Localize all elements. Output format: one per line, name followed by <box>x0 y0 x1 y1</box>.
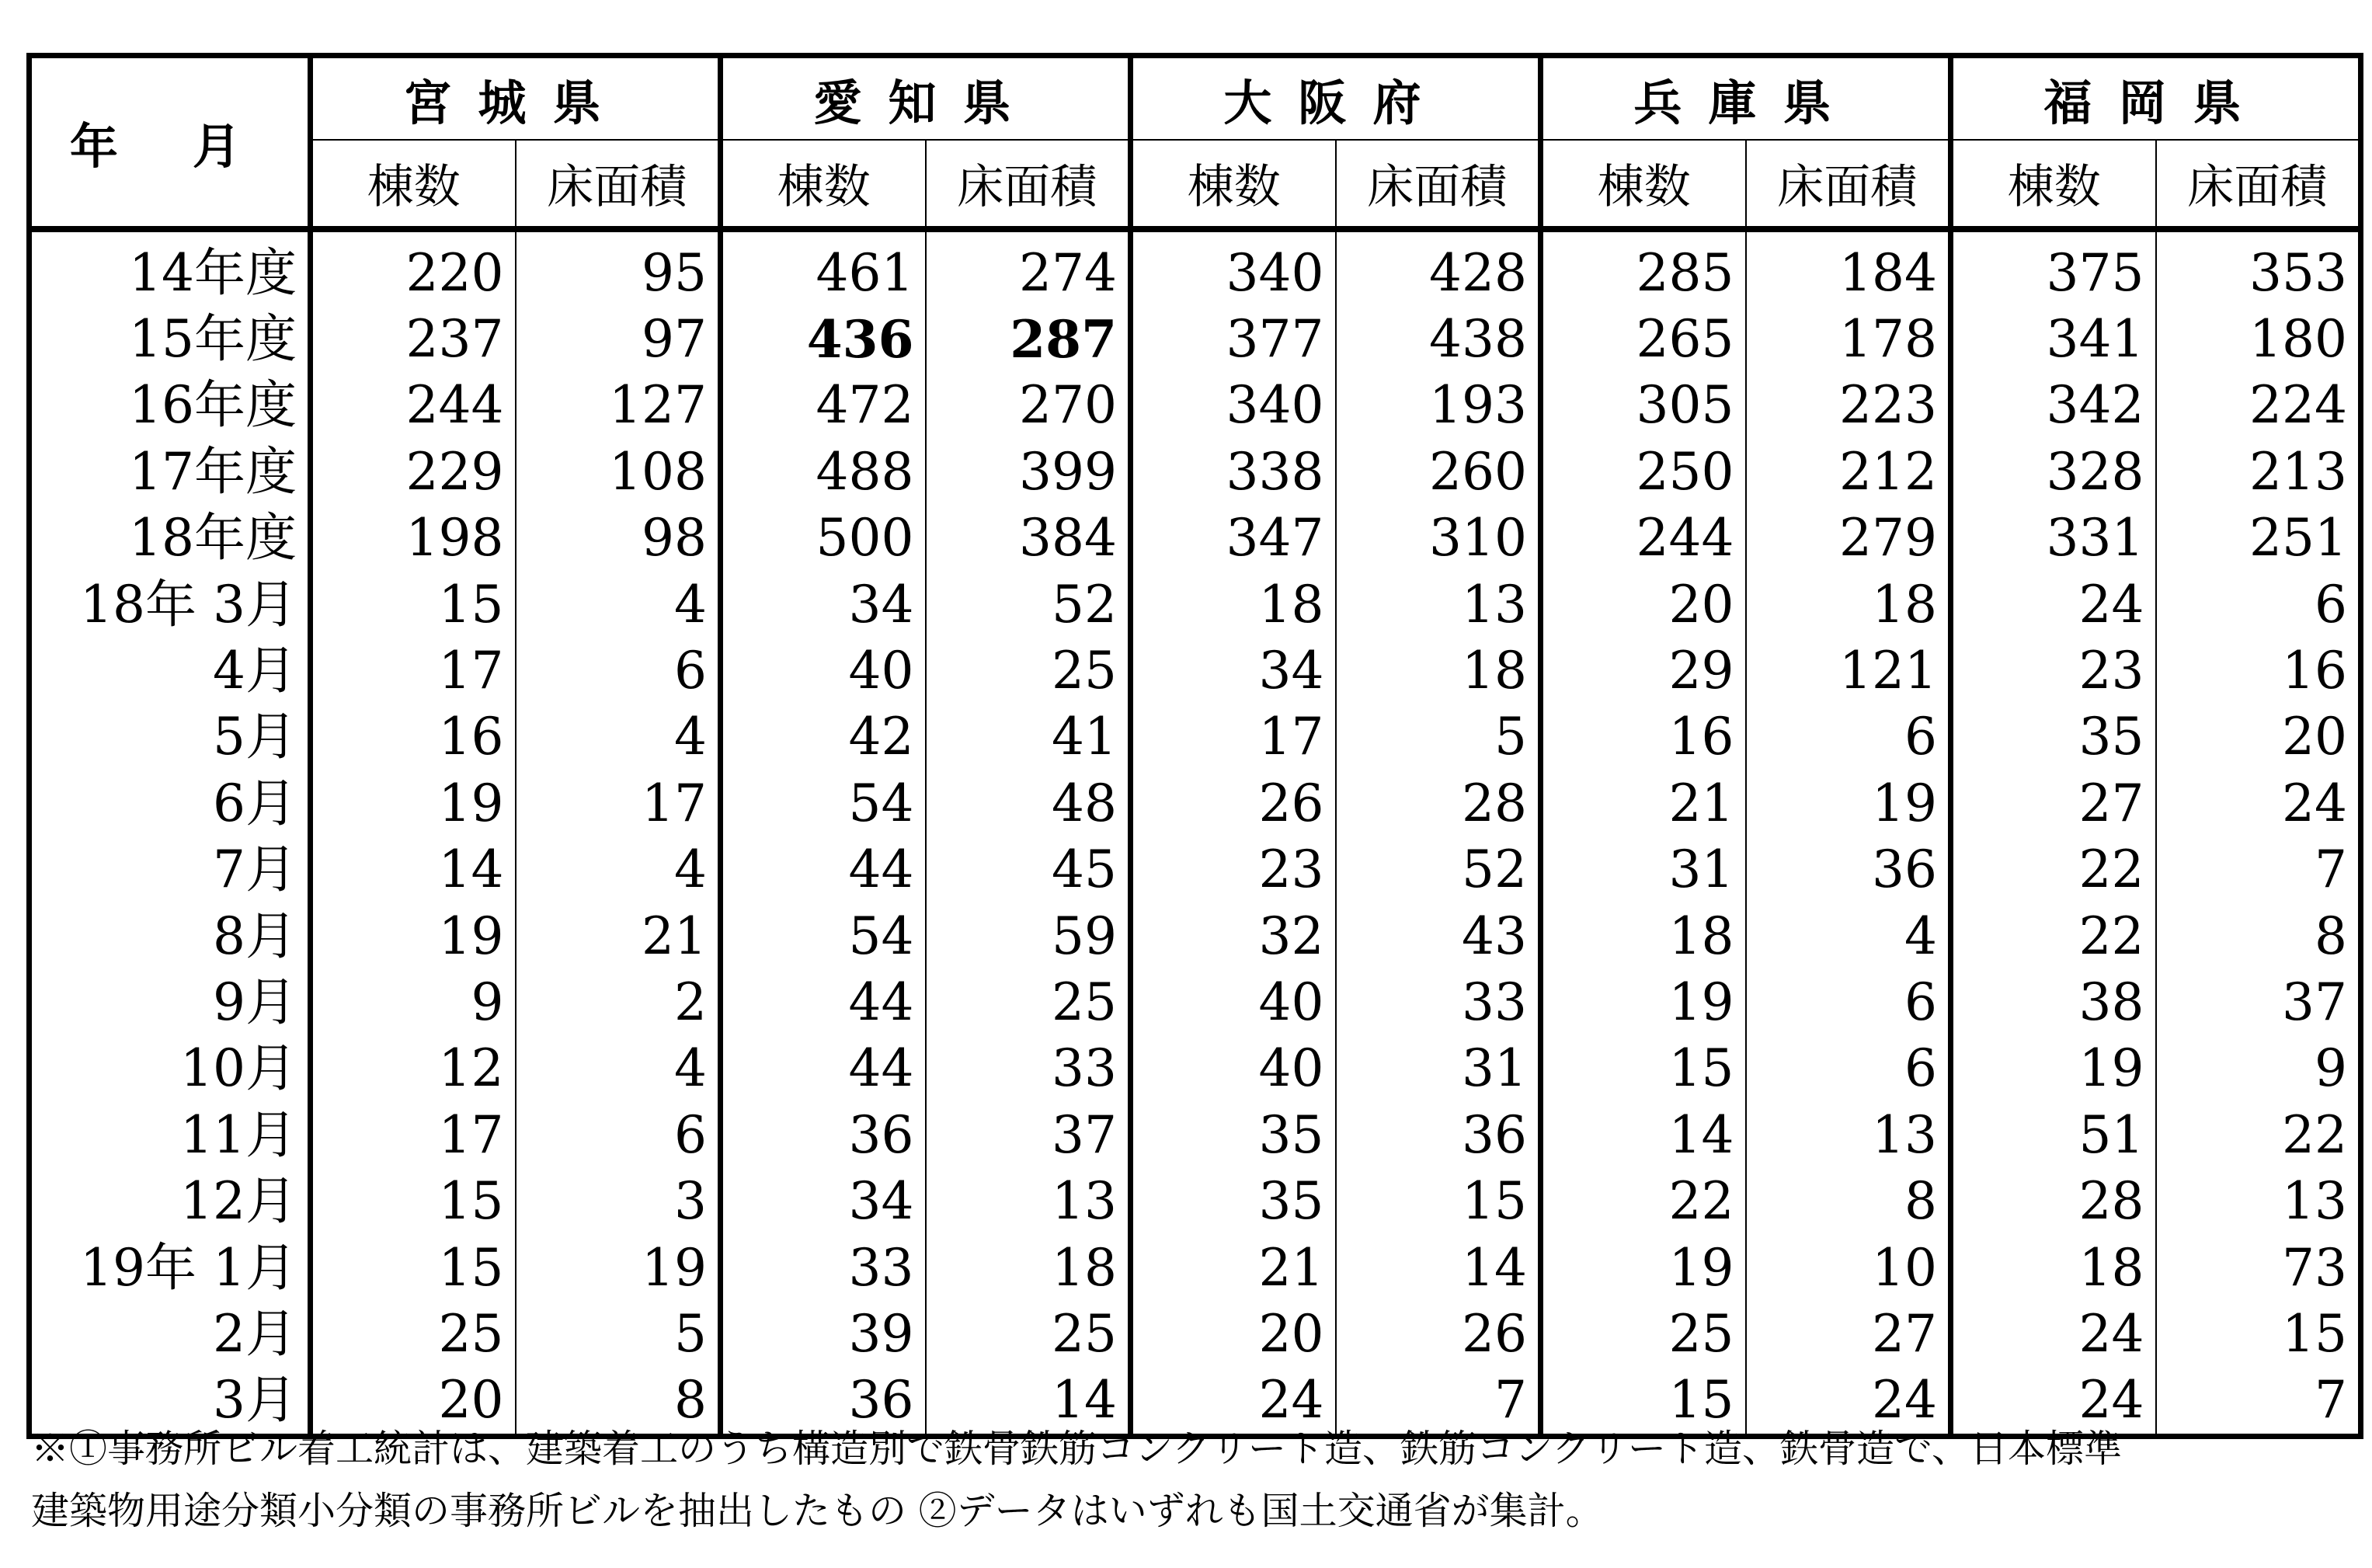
table-row <box>30 229 2361 306</box>
cell-floor-area: 18 <box>1746 572 1951 638</box>
cell-count: 24 <box>1951 572 2156 638</box>
cell-count: 25 <box>311 1301 516 1367</box>
cell-count: 340 <box>1131 373 1336 439</box>
cell-count: 26 <box>1131 770 1336 836</box>
cell-floor-area: 36 <box>1336 1102 1541 1168</box>
cell-count: 44 <box>721 1036 926 1102</box>
cell-floor-area: 25 <box>926 638 1131 704</box>
cell-count: 19 <box>1541 969 1746 1035</box>
cell-floor-area: 25 <box>926 1301 1131 1367</box>
cell-count: 20 <box>1541 572 1746 638</box>
row-label: 18年 3月 <box>30 572 311 638</box>
cell-count: 461 <box>721 229 926 306</box>
row-label: 8月 <box>30 903 311 969</box>
cell-count: 237 <box>311 306 516 372</box>
prefecture-header-row <box>30 56 2361 141</box>
cell-count: 17 <box>311 638 516 704</box>
cell-floor-area: 6 <box>2156 572 2361 638</box>
cell-floor-area: 6 <box>516 1102 721 1168</box>
cell-count: 42 <box>721 704 926 770</box>
cell-floor-area: 7 <box>1336 1368 1541 1437</box>
cell-count: 23 <box>1951 638 2156 704</box>
cell-count: 34 <box>721 572 926 638</box>
cell-count: 265 <box>1541 306 1746 372</box>
cell-count: 21 <box>1131 1235 1336 1301</box>
cell-count: 500 <box>721 506 926 572</box>
cell-floor-area: 16 <box>2156 638 2361 704</box>
cell-count: 22 <box>1951 837 2156 903</box>
cell-floor-area: 178 <box>1746 306 1951 372</box>
cell-count: 14 <box>311 837 516 903</box>
sub-header-count: 棟数 <box>1541 140 1746 229</box>
cell-floor-area: 4 <box>516 572 721 638</box>
cell-count: 18 <box>1951 1235 2156 1301</box>
row-label: 10月 <box>30 1036 311 1102</box>
row-label: 9月 <box>30 969 311 1035</box>
year-month-header: 年 月 <box>30 56 311 230</box>
cell-floor-area: 8 <box>2156 903 2361 969</box>
cell-floor-area: 14 <box>926 1368 1131 1437</box>
cell-count: 244 <box>311 373 516 439</box>
cell-count: 244 <box>1541 506 1746 572</box>
cell-count: 39 <box>721 1301 926 1367</box>
cell-floor-area: 224 <box>2156 373 2361 439</box>
cell-count: 36 <box>721 1102 926 1168</box>
cell-floor-area: 8 <box>1746 1168 1951 1234</box>
cell-floor-area: 97 <box>516 306 721 372</box>
row-label: 6月 <box>30 770 311 836</box>
table-row <box>30 1235 2361 1301</box>
cell-count: 51 <box>1951 1102 2156 1168</box>
cell-floor-area: 45 <box>926 837 1131 903</box>
table-row <box>30 1036 2361 1102</box>
cell-count: 35 <box>1131 1168 1336 1234</box>
cell-floor-area: 13 <box>1336 572 1541 638</box>
cell-count: 377 <box>1131 306 1336 372</box>
cell-count: 23 <box>1131 837 1336 903</box>
cell-count: 54 <box>721 770 926 836</box>
cell-count: 342 <box>1951 373 2156 439</box>
cell-count: 19 <box>311 903 516 969</box>
cell-floor-area: 438 <box>1336 306 1541 372</box>
cell-floor-area: 260 <box>1336 439 1541 505</box>
cell-floor-area: 43 <box>1336 903 1541 969</box>
cell-floor-area: 15 <box>2156 1301 2361 1367</box>
cell-floor-area: 270 <box>926 373 1131 439</box>
cell-floor-area: 13 <box>1746 1102 1951 1168</box>
cell-count: 19 <box>1951 1036 2156 1102</box>
cell-floor-area: 98 <box>516 506 721 572</box>
cell-count: 54 <box>721 903 926 969</box>
cell-count: 375 <box>1951 229 2156 306</box>
cell-floor-area: 428 <box>1336 229 1541 306</box>
cell-floor-area: 14 <box>1336 1235 1541 1301</box>
cell-floor-area: 213 <box>2156 439 2361 505</box>
cell-floor-area: 20 <box>2156 704 2361 770</box>
cell-floor-area: 4 <box>1746 903 1951 969</box>
cell-count: 35 <box>1951 704 2156 770</box>
cell-count: 22 <box>1951 903 2156 969</box>
cell-floor-area: 274 <box>926 229 1131 306</box>
table-row <box>30 837 2361 903</box>
cell-floor-area: 6 <box>516 638 721 704</box>
cell-floor-area: 184 <box>1746 229 1951 306</box>
cell-count: 25 <box>1541 1301 1746 1367</box>
cell-floor-area: 41 <box>926 704 1131 770</box>
table-row <box>30 1301 2361 1367</box>
cell-floor-area: 24 <box>2156 770 2361 836</box>
row-label: 18年度 <box>30 506 311 572</box>
cell-floor-area: 15 <box>1336 1168 1541 1234</box>
cell-floor-area: 31 <box>1336 1036 1541 1102</box>
cell-floor-area: 193 <box>1336 373 1541 439</box>
sub-header-floor-area: 床面積 <box>516 140 721 229</box>
cell-floor-area: 27 <box>1746 1301 1951 1367</box>
sub-header-floor-area: 床面積 <box>2156 140 2361 229</box>
cell-floor-area: 5 <box>1336 704 1541 770</box>
cell-floor-area: 310 <box>1336 506 1541 572</box>
cell-count: 15 <box>311 1235 516 1301</box>
row-label: 11月 <box>30 1102 311 1168</box>
cell-count: 341 <box>1951 306 2156 372</box>
sub-header-count: 棟数 <box>721 140 926 229</box>
table-row <box>30 306 2361 372</box>
cell-floor-area: 4 <box>516 1036 721 1102</box>
prefecture-header-hyogo: 兵庫県 <box>1541 56 1951 141</box>
cell-floor-area: 36 <box>1746 837 1951 903</box>
cell-count: 34 <box>721 1168 926 1234</box>
table-body <box>30 229 2361 1437</box>
cell-count: 40 <box>1131 1036 1336 1102</box>
cell-count: 16 <box>311 704 516 770</box>
cell-floor-area: 6 <box>1746 969 1951 1035</box>
cell-floor-area: 4 <box>516 704 721 770</box>
table-row <box>30 969 2361 1035</box>
cell-count: 38 <box>1951 969 2156 1035</box>
cell-count: 40 <box>721 638 926 704</box>
cell-count: 31 <box>1541 837 1746 903</box>
cell-floor-area: 52 <box>926 572 1131 638</box>
cell-count: 15 <box>311 572 516 638</box>
cell-floor-area: 18 <box>926 1235 1131 1301</box>
row-label: 4月 <box>30 638 311 704</box>
table-row <box>30 704 2361 770</box>
cell-floor-area: 287 <box>926 306 1131 372</box>
cell-floor-area: 59 <box>926 903 1131 969</box>
cell-floor-area: 212 <box>1746 439 1951 505</box>
prefecture-header-aichi: 愛知県 <box>721 56 1131 141</box>
cell-floor-area: 223 <box>1746 373 1951 439</box>
statistics-table-wrapper <box>26 53 2363 1439</box>
cell-count: 15 <box>311 1168 516 1234</box>
cell-floor-area: 2 <box>516 969 721 1035</box>
cell-floor-area: 33 <box>926 1036 1131 1102</box>
table-row <box>30 1102 2361 1168</box>
sub-header-count: 棟数 <box>1951 140 2156 229</box>
cell-floor-area: 10 <box>1746 1235 1951 1301</box>
table-row <box>30 903 2361 969</box>
cell-count: 347 <box>1131 506 1336 572</box>
cell-count: 24 <box>1951 1368 2156 1437</box>
cell-floor-area: 279 <box>1746 506 1951 572</box>
cell-count: 328 <box>1951 439 2156 505</box>
row-label: 16年度 <box>30 373 311 439</box>
row-label: 12月 <box>30 1168 311 1234</box>
cell-floor-area: 384 <box>926 506 1131 572</box>
cell-count: 29 <box>1541 638 1746 704</box>
cell-count: 17 <box>1131 704 1336 770</box>
cell-floor-area: 6 <box>1746 1036 1951 1102</box>
cell-floor-area: 25 <box>926 969 1131 1035</box>
row-label: 5月 <box>30 704 311 770</box>
cell-count: 20 <box>1131 1301 1336 1367</box>
cell-floor-area: 3 <box>516 1168 721 1234</box>
cell-count: 340 <box>1131 229 1336 306</box>
cell-count: 285 <box>1541 229 1746 306</box>
cell-floor-area: 121 <box>1746 638 1951 704</box>
cell-floor-area: 37 <box>2156 969 2361 1035</box>
cell-count: 436 <box>721 306 926 372</box>
cell-count: 250 <box>1541 439 1746 505</box>
table-row <box>30 506 2361 572</box>
cell-floor-area: 180 <box>2156 306 2361 372</box>
row-label: 19年 1月 <box>30 1235 311 1301</box>
cell-count: 19 <box>1541 1235 1746 1301</box>
cell-count: 20 <box>311 1368 516 1437</box>
cell-floor-area: 5 <box>516 1301 721 1367</box>
footnote-line-1: ※①事務所ビル着工統計は、建築着工のうち構造別で鉄骨鉄筋コンクリート造、鉄筋コンクリート造、鉄骨造で、日本標準 <box>31 1427 2123 1471</box>
cell-floor-area: 13 <box>2156 1168 2361 1234</box>
cell-count: 229 <box>311 439 516 505</box>
cell-floor-area: 17 <box>516 770 721 836</box>
table-row <box>30 1168 2361 1234</box>
cell-floor-area: 24 <box>1746 1368 1951 1437</box>
sub-header-floor-area: 床面積 <box>1336 140 1541 229</box>
cell-floor-area: 8 <box>516 1368 721 1437</box>
cell-floor-area: 251 <box>2156 506 2361 572</box>
cell-floor-area: 18 <box>1336 638 1541 704</box>
sub-header-floor-area: 床面積 <box>926 140 1131 229</box>
cell-count: 24 <box>1131 1368 1336 1437</box>
row-label: 2月 <box>30 1301 311 1367</box>
prefecture-header-fukuoka: 福岡県 <box>1951 56 2361 141</box>
cell-floor-area: 108 <box>516 439 721 505</box>
cell-count: 35 <box>1131 1102 1336 1168</box>
cell-count: 28 <box>1951 1168 2156 1234</box>
prefecture-header-miyagi: 宮城県 <box>311 56 721 141</box>
cell-count: 220 <box>311 229 516 306</box>
office-building-starts-table <box>26 53 2363 1439</box>
cell-floor-area: 95 <box>516 229 721 306</box>
cell-floor-area: 13 <box>926 1168 1131 1234</box>
cell-floor-area: 399 <box>926 439 1131 505</box>
cell-count: 34 <box>1131 638 1336 704</box>
cell-count: 15 <box>1541 1036 1746 1102</box>
sub-header-count: 棟数 <box>311 140 516 229</box>
cell-count: 16 <box>1541 704 1746 770</box>
cell-floor-area: 37 <box>926 1102 1131 1168</box>
cell-floor-area: 22 <box>2156 1102 2361 1168</box>
cell-count: 44 <box>721 969 926 1035</box>
table-row <box>30 770 2361 836</box>
table-row <box>30 439 2361 505</box>
cell-count: 24 <box>1951 1301 2156 1367</box>
cell-count: 18 <box>1541 903 1746 969</box>
cell-count: 488 <box>721 439 926 505</box>
cell-floor-area: 353 <box>2156 229 2361 306</box>
cell-floor-area: 52 <box>1336 837 1541 903</box>
row-label: 7月 <box>30 837 311 903</box>
cell-count: 44 <box>721 837 926 903</box>
row-label: 3月 <box>30 1368 311 1437</box>
cell-floor-area: 4 <box>516 837 721 903</box>
cell-floor-area: 19 <box>516 1235 721 1301</box>
sub-header-row <box>30 140 2361 229</box>
cell-count: 17 <box>311 1102 516 1168</box>
row-label: 15年度 <box>30 306 311 372</box>
cell-count: 9 <box>311 969 516 1035</box>
cell-count: 14 <box>1541 1102 1746 1168</box>
cell-count: 15 <box>1541 1368 1746 1437</box>
cell-count: 21 <box>1541 770 1746 836</box>
cell-floor-area: 9 <box>2156 1036 2361 1102</box>
row-label: 14年度 <box>30 229 311 306</box>
cell-floor-area: 127 <box>516 373 721 439</box>
cell-count: 32 <box>1131 903 1336 969</box>
footnote-line-2: 建築物用途分類小分類の事務所ビルを抽出したもの ②データはいずれも国土交通省が集計。 <box>31 1489 1604 1533</box>
cell-count: 40 <box>1131 969 1336 1035</box>
footnote <box>31 1418 2353 1542</box>
cell-floor-area: 33 <box>1336 969 1541 1035</box>
row-label: 17年度 <box>30 439 311 505</box>
cell-floor-area: 7 <box>2156 837 2361 903</box>
cell-floor-area: 6 <box>1746 704 1951 770</box>
cell-count: 12 <box>311 1036 516 1102</box>
table-row <box>30 638 2361 704</box>
cell-floor-area: 26 <box>1336 1301 1541 1367</box>
cell-floor-area: 73 <box>2156 1235 2361 1301</box>
cell-floor-area: 21 <box>516 903 721 969</box>
table-row <box>30 373 2361 439</box>
cell-count: 338 <box>1131 439 1336 505</box>
cell-count: 22 <box>1541 1168 1746 1234</box>
cell-count: 19 <box>311 770 516 836</box>
cell-floor-area: 48 <box>926 770 1131 836</box>
cell-count: 472 <box>721 373 926 439</box>
cell-count: 27 <box>1951 770 2156 836</box>
cell-count: 18 <box>1131 572 1336 638</box>
cell-count: 331 <box>1951 506 2156 572</box>
cell-floor-area: 19 <box>1746 770 1951 836</box>
cell-count: 36 <box>721 1368 926 1437</box>
sub-header-count: 棟数 <box>1131 140 1336 229</box>
cell-count: 305 <box>1541 373 1746 439</box>
sub-header-floor-area: 床面積 <box>1746 140 1951 229</box>
cell-floor-area: 7 <box>2156 1368 2361 1437</box>
cell-count: 33 <box>721 1235 926 1301</box>
cell-floor-area: 28 <box>1336 770 1541 836</box>
prefecture-header-osaka: 大阪府 <box>1131 56 1541 141</box>
cell-count: 198 <box>311 506 516 572</box>
table-row <box>30 572 2361 638</box>
